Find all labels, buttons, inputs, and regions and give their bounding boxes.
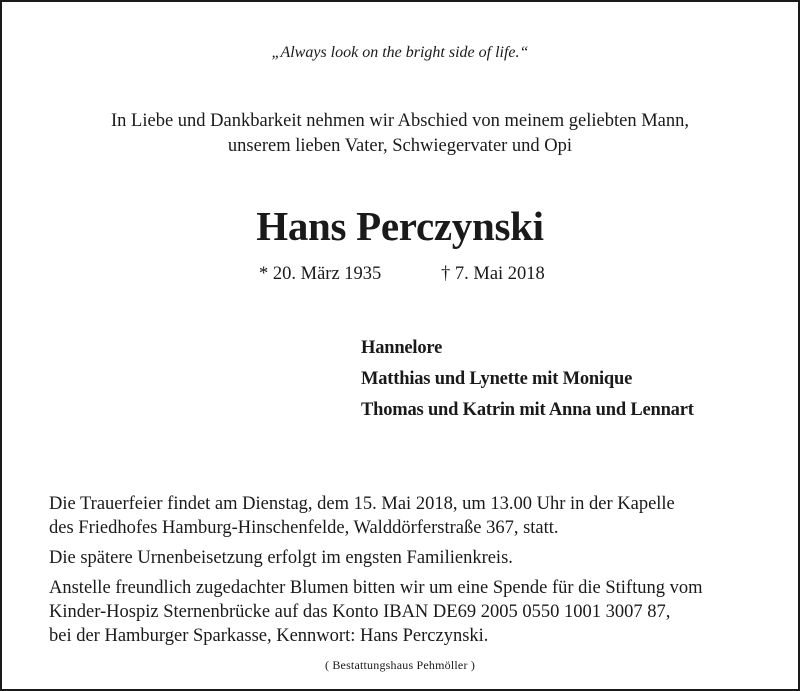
ceremony-paragraph [49, 492, 675, 540]
donation-line-1: Anstelle freundlich zugedachter Blumen bitten wir um eine Spende für die Stiftung vom [49, 578, 703, 598]
burial-paragraph: Die spätere Urnenbeisetzung erfolgt im engsten Familienkreis. [49, 548, 513, 568]
mourners-list [361, 333, 694, 426]
donation-line-3: bei der Hamburger Sparkasse, Kennwort: Hans Perczynski. [49, 626, 489, 646]
death-date: † 7. Mai 2018 [441, 264, 545, 284]
quote: „Always look on the bright side of life.“ [271, 44, 529, 61]
mourner-item: Matthias und Lynette mit Monique [361, 369, 633, 389]
intro-line-1: In Liebe und Dankbarkeit nehmen wir Abschied von meinem geliebten Mann, [111, 111, 689, 131]
intro-line-2: unserem lieben Vater, Schwiegervater und Opi [227, 136, 573, 156]
mourner-item: Thomas und Katrin mit Anna und Lennart [361, 400, 694, 420]
ceremony-line-1: Die Trauerfeier findet am Dienstag, dem 15. Mai 2018, um 13.00 Uhr in der Kapelle [49, 494, 675, 514]
birth-date: * 20. März 1935 [259, 264, 382, 284]
mourner-item: Hannelore [361, 338, 443, 358]
intro-text [2, 109, 798, 159]
deceased-name: Hans Perczynski [256, 203, 544, 249]
ceremony-line-2: des Friedhofes Hamburg-Hinschenfelde, Walddörferstraße 367, statt. [49, 518, 559, 538]
donation-line-2: Kinder-Hospiz Sternenbrücke auf das Konto IBAN DE69 2005 0550 1001 3007 87, [49, 602, 671, 622]
funeral-home-credit: ( Bestattungshaus Pehmöller ) [324, 658, 476, 672]
donation-paragraph [49, 576, 703, 648]
